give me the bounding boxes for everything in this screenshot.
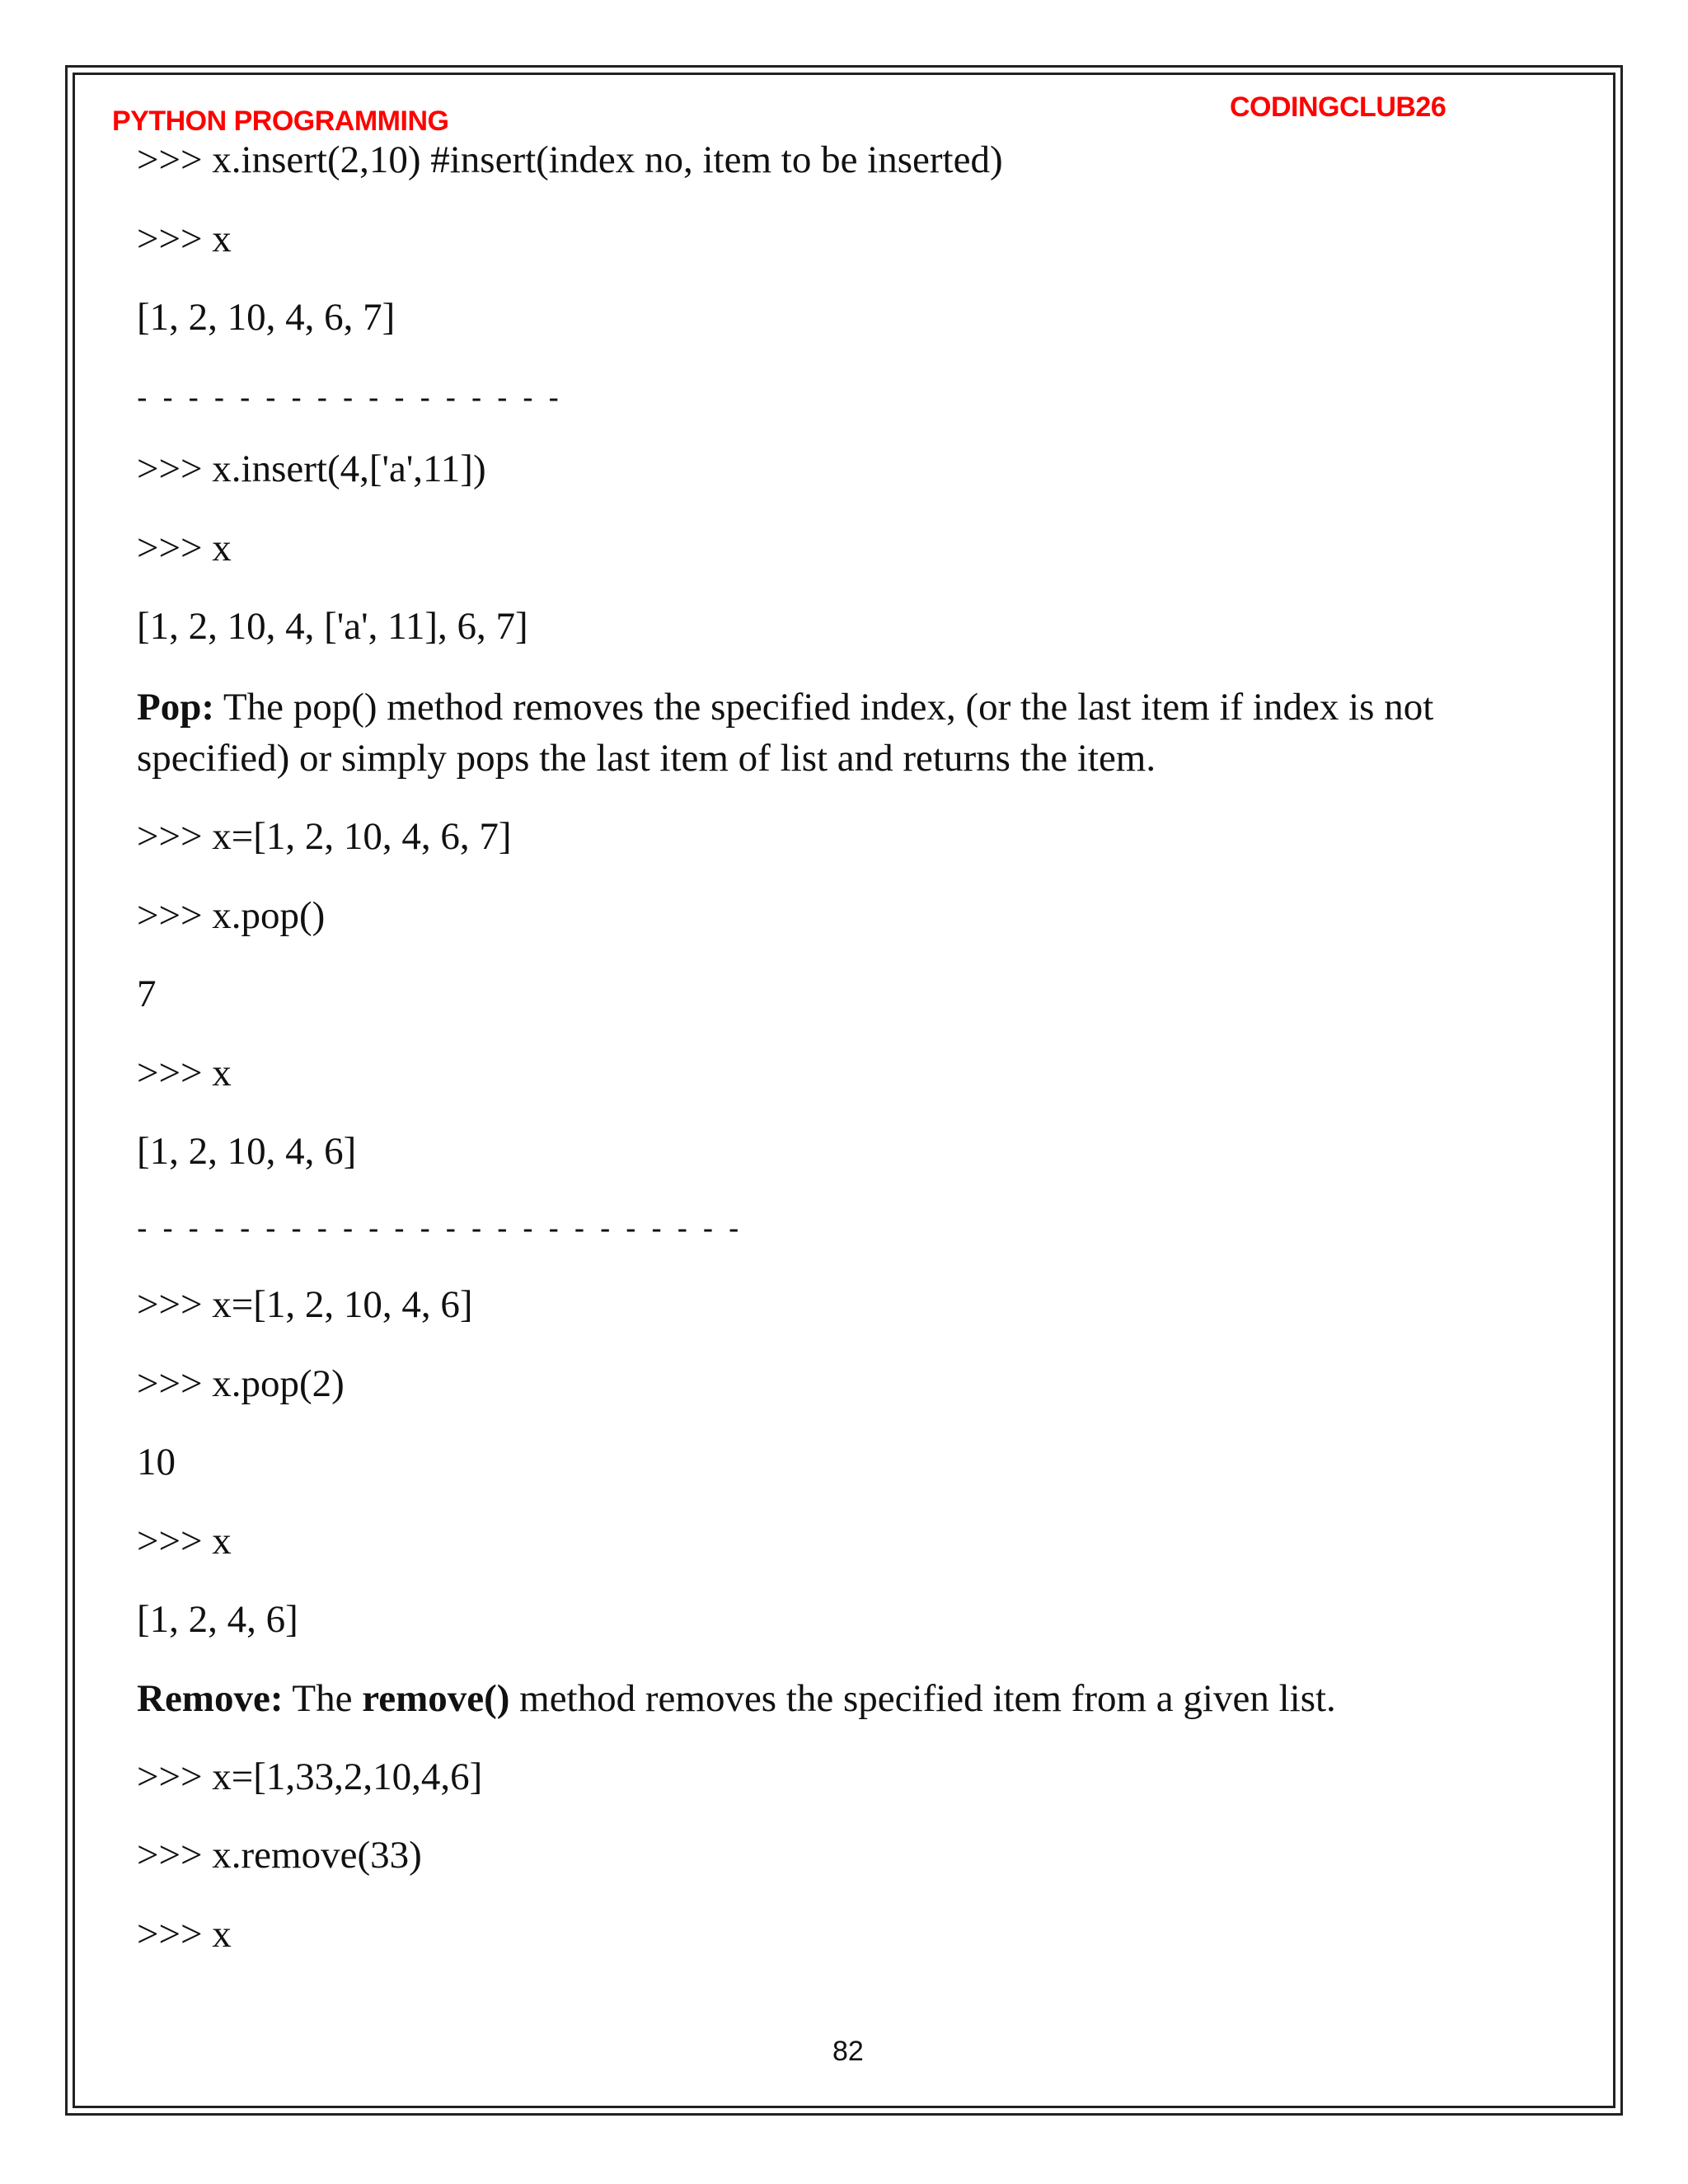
output-line: 10 xyxy=(137,1441,176,1483)
code-line: >>> x=[1,33,2,10,4,6] xyxy=(137,1755,483,1798)
code-line: >>> x.remove(33) xyxy=(137,1834,422,1877)
code-line: >>> x xyxy=(137,527,232,569)
code-line: >>> x.insert(4,['a',11]) xyxy=(137,448,486,490)
pop-description: The pop() method removes the specified index, (or the last item if index is not specified) or simply pops the last item of list and returns the item. xyxy=(137,686,1434,780)
remove-paragraph xyxy=(137,1673,1456,1724)
separator-dashes: - - - - - - - - - - - - - - - - - - - - - - - - xyxy=(137,1212,743,1246)
code-line: >>> x xyxy=(137,1520,232,1563)
separator-dashes: - - - - - - - - - - - - - - - - - xyxy=(137,381,563,415)
code-line: >>> x xyxy=(137,1913,232,1956)
code-line: >>> x.pop(2) xyxy=(137,1362,345,1405)
code-line: >>> x=[1, 2, 10, 4, 6, 7] xyxy=(137,815,512,858)
header-title-right: CODINGCLUB26 xyxy=(1230,91,1447,123)
code-line: >>> x=[1, 2, 10, 4, 6] xyxy=(137,1283,473,1326)
output-line: [1, 2, 10, 4, 6] xyxy=(137,1130,357,1173)
output-line: [1, 2, 10, 4, 6, 7] xyxy=(137,296,396,339)
output-line: [1, 2, 10, 4, ['a', 11], 6, 7] xyxy=(137,605,528,648)
code-line: >>> x.insert(2,10) #insert(index no, item to be inserted) xyxy=(137,138,1003,181)
output-line: 7 xyxy=(137,972,157,1015)
remove-term: Remove: xyxy=(137,1677,284,1720)
code-line: >>> x.pop() xyxy=(137,894,326,937)
remove-text-1: The xyxy=(283,1677,363,1720)
header-title-left: PYTHON PROGRAMMING xyxy=(112,105,449,137)
pop-paragraph xyxy=(137,682,1456,784)
page-number: 82 xyxy=(832,2036,864,2067)
remove-text-2: method removes the specified item from a given list. xyxy=(509,1677,1336,1720)
remove-method: remove() xyxy=(362,1677,510,1720)
pop-term: Pop: xyxy=(137,686,214,729)
output-line: [1, 2, 4, 6] xyxy=(137,1598,298,1641)
page-border-inner xyxy=(73,73,1615,2108)
code-line: >>> x xyxy=(137,218,232,260)
code-line: >>> x xyxy=(137,1052,232,1094)
